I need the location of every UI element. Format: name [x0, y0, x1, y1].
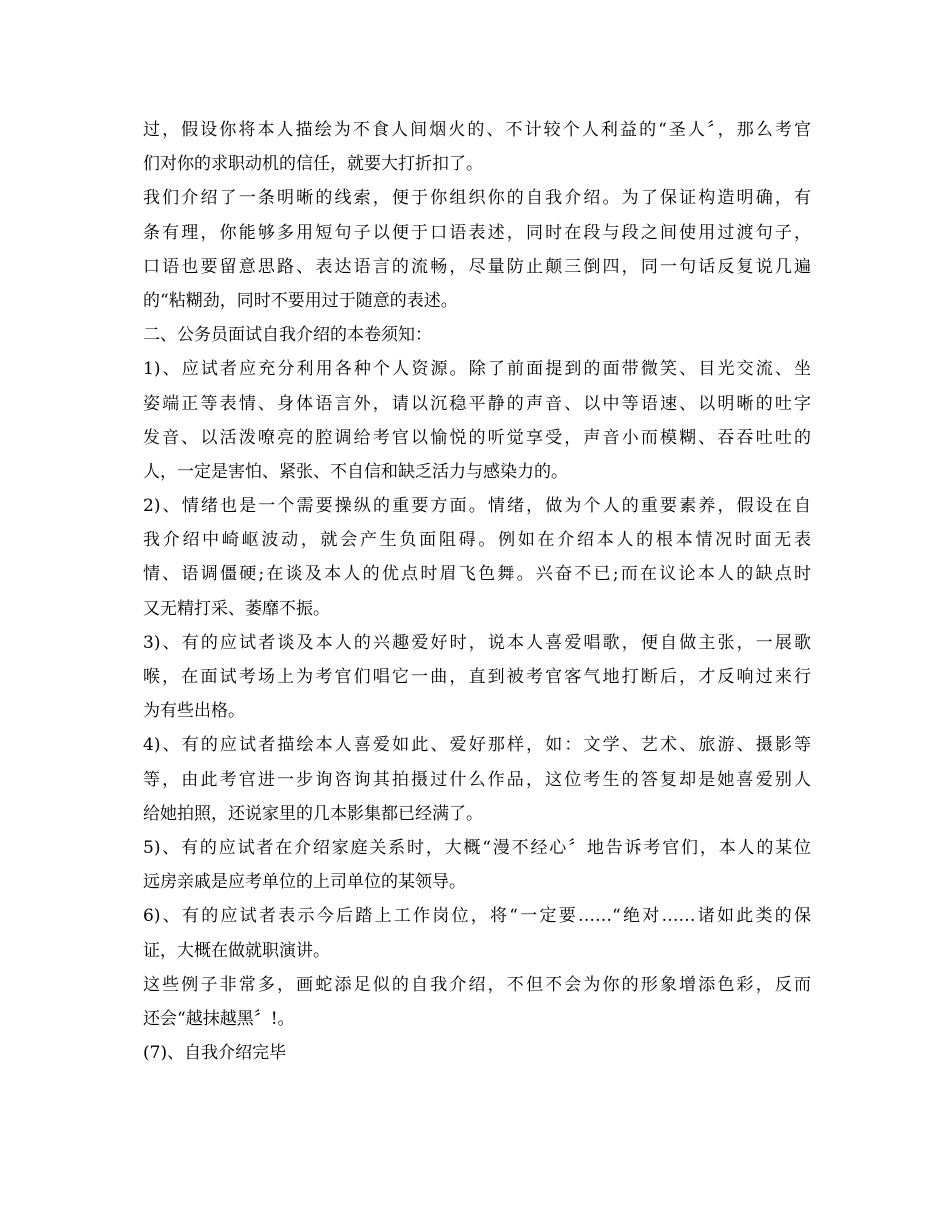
text-line: 3)、有的应试者谈及本人的兴趣爱好时，说本人喜爱唱歌，便自做主张，一展歌: [143, 632, 811, 653]
text-line: 发音、以活泼嘹亮的腔调给考官以愉悦的听觉享受，声音小而模糊、吞吞吐吐的: [143, 427, 811, 448]
text-line: 这些例子非常多，画蛇添足似的自我介绍，不但不会为你的形象增添色彩，反而: [143, 974, 811, 995]
text-line: 还会“越抹越黑〞!。: [143, 1008, 295, 1029]
text-line: 远房亲戚是应考单位的上司单位的某领导。: [143, 872, 466, 893]
text-line: 给她拍照，还说家里的几本影集都已经满了。: [143, 803, 483, 824]
text-line: 条有理，你能够多用短句子以便于口语表述，同时在段与段之间使用过渡句子，: [143, 222, 811, 243]
document-body: [143, 113, 811, 1070]
text-line: 过，假设你将本人描绘为不食人间烟火的、不计较个人利益的“圣人〞，那么考官: [143, 120, 811, 140]
text-line: 情、语调僵硬;在谈及本人的优点时眉飞色舞。兴奋不已;而在议论本人的缺点时: [143, 564, 811, 585]
text-line: 喉，在面试考场上为考官们唱它一曲，直到被考官客气地打断后，才反响过来行: [143, 667, 811, 687]
text-line: 人，一定是害怕、紧张、不自信和缺乏活力与感染力的。: [143, 461, 568, 482]
text-line: 4)、有的应试者描绘本人喜爱如此、爱好那样，如：文学、艺术、旅游、摄影等: [143, 735, 811, 756]
text-line: 口语也要留意思路、表达语言的流畅，尽量防止颠三倒四，同一句话反复说几遍: [143, 256, 811, 277]
text-line: 姿端正等表情、身体语言外，请以沉稳平静的声音、以中等语速、以明晰的吐字: [143, 393, 811, 414]
section-heading: 二、公务员面试自我介绍的本卷须知：: [143, 325, 432, 346]
text-line: 2)、情绪也是一个需要操纵的重要方面。情绪，做为个人的重要素养，假设在自: [143, 496, 811, 517]
section-heading: (7)、自我介绍完毕: [143, 1043, 287, 1064]
text-line: 6)、有的应试者表示今后踏上工作岗位，将“一定要……“绝对……诸如此类的保: [143, 906, 811, 927]
text-line: 5)、有的应试者在介绍家庭关系时，大概“漫不经心〞地告诉考官们，本人的某位: [143, 837, 811, 858]
text-line: 为有些出格。: [143, 701, 245, 722]
text-line: 我介绍中崎岖波动，就会产生负面阻碍。例如在介绍本人的根本情况时面无表: [143, 530, 811, 551]
text-line: 证，大概在做就职演讲。: [143, 940, 330, 961]
text-line: 等，由此考官进一步询咨询其拍摄过什么作品，这位考生的答复却是她喜爱别人: [143, 769, 811, 790]
text-line: 我们介绍了一条明晰的线索，便于你组织你的自我介绍。为了保证构造明确，有: [143, 188, 811, 209]
text-line: 1)、应试者应充分利用各种个人资源。除了前面提到的面带微笑、目光交流、坐: [143, 359, 811, 380]
text-line: 们对你的求职动机的信任，就要大打折扣了。: [143, 154, 483, 175]
text-line: 的“粘糊劲，同时不要用过于随意的表述。: [143, 290, 458, 311]
text-line: 又无精打采、萎靡不振。: [143, 598, 330, 619]
